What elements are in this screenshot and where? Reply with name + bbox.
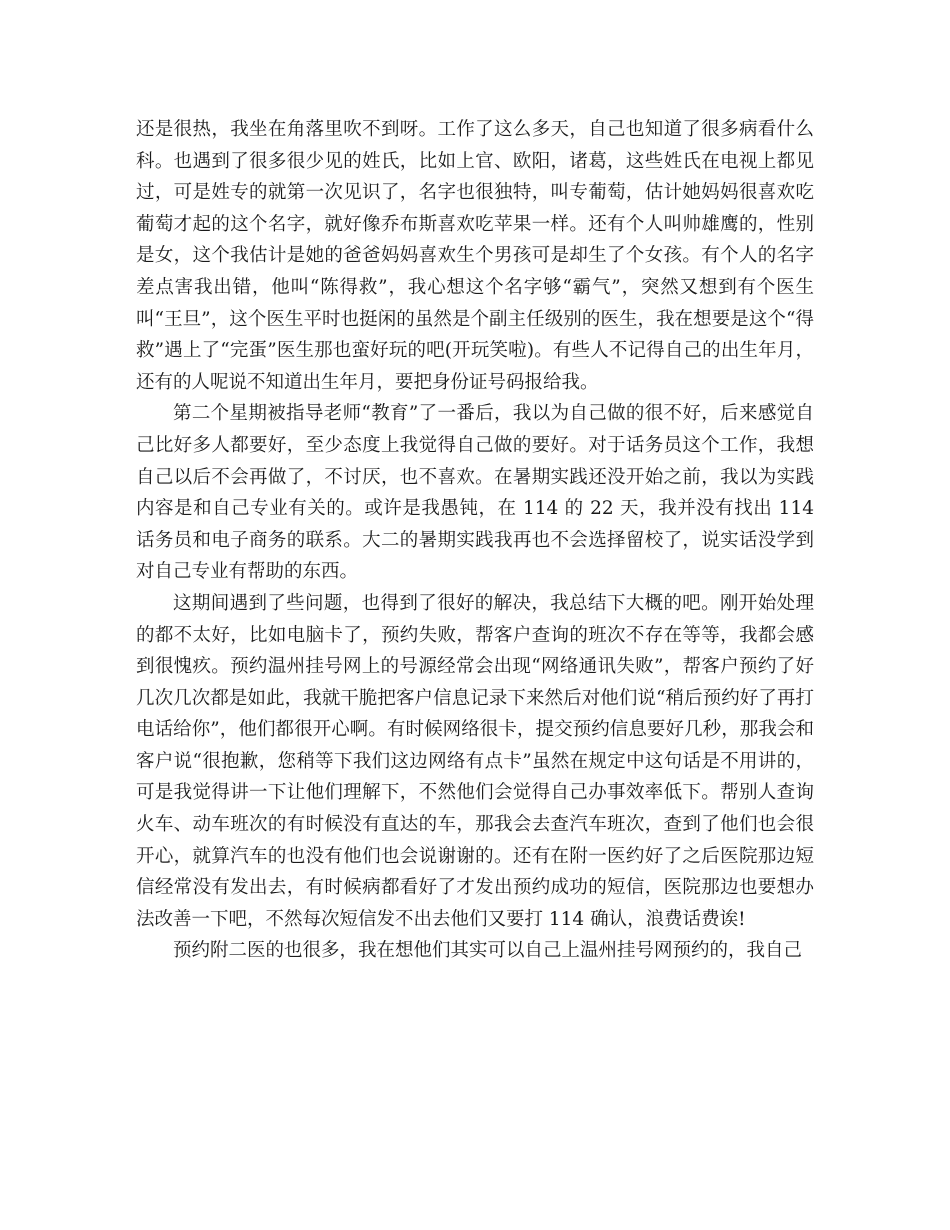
document-body [136,114,814,967]
paragraph-3: 这期间遇到了些问题，也得到了很好的解决，我总结下大概的吧。刚开始处理的都不太好，比如电脑卡了，预约失败，帮客户查询的班次不存在等等，我都会感到很愧疚。预约温州挂号网上的号源经常会出现“网络通讯失败”，帮客户预约了好几次几次都是如此，我就干脆把客户信息记录下来然后对他们说“稍后预约好了再打电话给你”，他们都很开心啊。有时候网络很卡，提交预约信息要好几秒，那我会和客户说“很抱歉，您稍等下我们这边网络有点卡”虽然在规定中这句话是不用讲的，可是我觉得讲一下让他们理解下，不然他们会觉得自己办事效率低下。帮别人查询火车、动车班次的有时候没有直达的车，那我会去查汽车班次，查到了他们也会很开心，就算汽车的也没有他们也会说谢谢的。还有在附一医约好了之后医院那边短信经常没有发出去，有时候病都看好了才发出预约成功的短信，医院那边也要想办法改善一下吧，不然每次短信发不出去他们又要打 114 确认，浪费话费诶! [136,592,814,930]
paragraph-1: 还是很热，我坐在角落里吹不到呀。工作了这么多天，自己也知道了很多病看什么科。也遇到了很多很少见的姓氏，比如上官、欧阳，诸葛，这些姓氏在电视上都见过，可是姓专的就第一次见识了，名字也很独特，叫专葡萄，估计她妈妈很喜欢吃葡萄才起的这个名字，就好像乔布斯喜欢吃苹果一样。还有个人叫帅雄鹰的，性别是女，这个我估计是她的爸爸妈妈喜欢生个男孩可是却生了个女孩。有个人的名字差点害我出错，他叫“陈得救”，我心想这个名字够“霸气”，突然又想到有个医生叫“王旦”，这个医生平时也挺闲的虽然是个副主任级别的医生，我在想要是这个“得救”遇上了“完蛋”医生那也蛮好玩的吧(开玩笑啦)。有些人不记得自己的出生年月，还有的人呢说不知道出生年月，要把身份证号码报给我。 [136,119,814,393]
paragraph-2: 第二个星期被指导老师“教育”了一番后，我以为自己做的很不好，后来感觉自己比好多人都要好，至少态度上我觉得自己做的要好。对于话务员这个工作，我想自己以后不会再做了，不讨厌，也不喜欢。在暑期实践还没开始之前，我以为实践内容是和自己专业有关的。或许是我愚钝，在 114 的 22 天，我并没有找出 114话务员和电子商务的联系。大二的暑期实践我再也不会选择留校了，说实话没学到对自己专业有帮助的东西。 [136,403,814,583]
paragraph-4: 预约附二医的也很多，我在想他们其实可以自己上温州挂号网预约的，我自己 [173,940,803,962]
